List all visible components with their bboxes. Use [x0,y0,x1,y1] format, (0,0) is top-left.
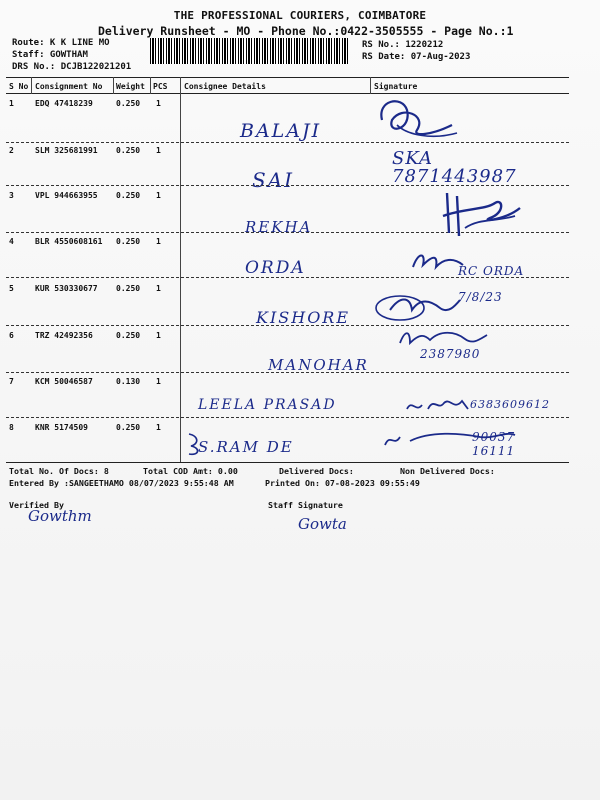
drs-number: DRS No.: DCJB122021201 [12,62,132,72]
row-consignment: EDQ 47418239 [35,99,93,108]
row-consignee-handwritten: S.RAM DE [198,438,294,456]
row-consignee-handwritten: BALAJI [240,120,322,142]
rs-number: RS No.: 1220212 [362,40,444,50]
col-header-weight: Weight [116,82,145,91]
row-weight: 0.250 [116,331,141,340]
col-header-sno: S No [9,82,29,91]
row-sno: 4 [9,237,14,246]
col-divider [180,77,181,462]
row-pcs: 1 [156,284,161,293]
col-divider [31,77,32,94]
col-divider [113,77,114,94]
non-delivered-docs: Non Delivered Docs: [400,466,495,476]
col-header-consignment: Consignment No [35,82,103,91]
row-divider [6,277,569,278]
row-weight: 0.250 [116,99,141,108]
row-sno: 1 [9,99,14,108]
row-pcs: 1 [156,377,161,386]
col-header-signature: Signature [374,82,418,91]
row-weight: 0.250 [116,237,141,246]
row-consignment: KCM 50046587 [35,377,93,386]
row-consignment: SLM 325681991 [35,146,98,155]
row-weight: 0.250 [116,284,141,293]
barcode [150,38,350,64]
row-consignment: BLR 4550608161 [35,237,103,246]
signature-scribble-row7 [404,395,472,417]
row-sno: 5 [9,284,14,293]
row-divider [6,372,569,373]
table-bottom-rule [6,462,569,463]
row-pcs: 1 [156,331,161,340]
row-sno: 2 [9,146,14,155]
signature-scribble-row5 [370,288,465,328]
row-weight: 0.130 [116,377,141,386]
row-consignee-handwritten: LEELA PRASAD [198,397,337,413]
signature-scribble-row4 [408,247,468,275]
row-consignment: KNR 5174509 [35,423,88,432]
row-signature-handwritten: 6383609612 [470,398,550,411]
signature-scribble-row1 [372,95,462,145]
staff-label: Staff: GOWTHAM [12,50,88,60]
row-pcs: 1 [156,423,161,432]
row-signature-handwritten: SKA 7871443987 [392,148,517,187]
signature-scribble-row6 [395,325,490,353]
delivered-docs: Delivered Docs: [279,466,354,476]
row-pcs: 1 [156,99,161,108]
row-weight: 0.250 [116,191,141,200]
printed-on: Printed On: 07-08-2023 09:55:49 [265,478,420,488]
col-divider [150,77,151,94]
row-sno: 7 [9,377,14,386]
row-sno: 8 [9,423,14,432]
col-divider [370,77,371,94]
row-consignee-handwritten: REKHA [245,218,313,236]
table-top-rule [6,77,569,78]
rs-date: RS Date: 07-Aug-2023 [362,52,471,62]
row-consignee-handwritten: SAI [252,168,295,192]
row-weight: 0.250 [116,146,141,155]
row-sno: 6 [9,331,14,340]
signature-scribble-row8 [380,425,520,455]
row-consignment: TRZ 42492356 [35,331,93,340]
company-title: THE PROFESSIONAL COURIERS, COIMBATORE [173,9,427,22]
row-divider [6,185,569,186]
header-bottom-rule [6,93,569,94]
row-signature-handwritten: 2387980 [420,347,481,361]
staff-signature-label: Staff Signature [268,500,343,510]
row-signature-handwritten: 90037 16111 [472,430,516,458]
row-pcs: 1 [156,191,161,200]
col-header-consignee: Consignee Details [184,82,266,91]
row-sno: 3 [9,191,14,200]
row-signature-handwritten: RC ORDA 7/8/23 [458,264,525,304]
signature-scribble-row3 [435,188,525,240]
row-divider [6,417,569,418]
staff-signature: Gowta [298,515,347,533]
row-consignment: VPL 944663955 [35,191,98,200]
row-consignment: KUR 530330677 [35,284,98,293]
row-consignee-handwritten: MANOHAR [268,356,369,374]
entered-by: Entered By :SANGEETHAMO 08/07/2023 9:55:48 AM [9,478,234,488]
total-cod: Total COD Amt: 0.00 [143,466,238,476]
verified-by-label: Verified By [9,500,64,510]
runsheet-title: Delivery Runsheet - MO - Phone No.:0422-3505555 - Page No.:1 [98,24,514,38]
row-pcs: 1 [156,146,161,155]
row-consignee-handwritten: KISHORE [256,308,351,327]
route-label: Route: K K LINE MO [12,38,110,48]
row-divider [6,142,569,143]
verified-signature: Gowthm [28,507,92,525]
col-header-pcs: PCS [153,82,168,91]
row-consignee-handwritten: ORDA [245,258,306,278]
pen-mark [185,430,205,458]
total-docs: Total No. Of Docs: 8 [9,466,109,476]
row-pcs: 1 [156,237,161,246]
row-weight: 0.250 [116,423,141,432]
